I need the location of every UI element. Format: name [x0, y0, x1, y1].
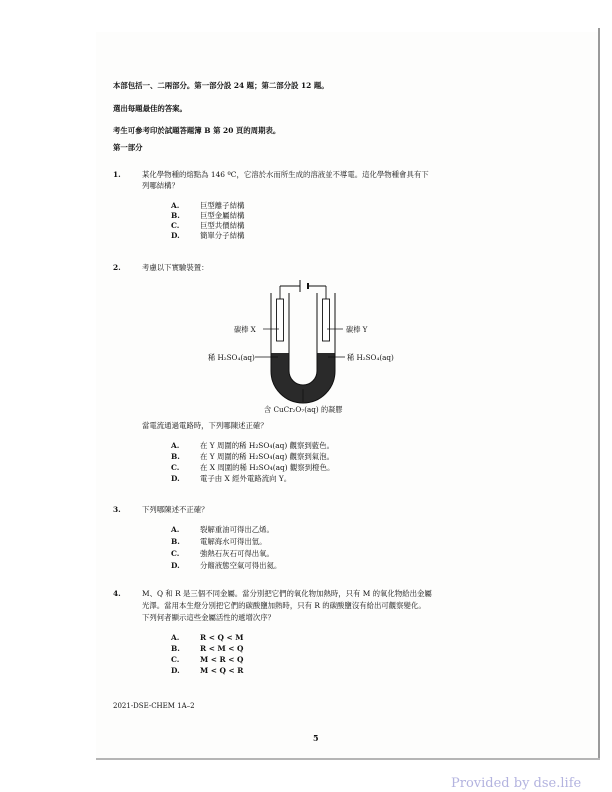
label-carbon-rod-x: 碳棒 X: [234, 325, 256, 334]
label-carbon-rod-y: 碳棒 Y: [346, 325, 368, 334]
paper-code: 2021-DSE-CHEM 1A–2: [113, 702, 195, 710]
question-1-stem-line-2: 列哪結構？: [142, 181, 179, 190]
u-tube-inner-wall: [289, 293, 317, 385]
question-2-option-b: B. 在 Y 周圍的稀 H₂SO₄(aq) 觀察到氣泡。: [171, 452, 334, 461]
page-edge-right: [598, 28, 600, 760]
section-heading: 第一部分: [113, 143, 143, 152]
question-3-option-d: D. 分餾液態空氣可得出氦。: [171, 561, 282, 570]
page-number: 5: [313, 733, 319, 743]
question-2-option-c: C. 在 X 周圍的稀 H₂SO₄(aq) 觀察到橙色。: [171, 463, 335, 472]
question-2-prompt: 當電流通過電路時，下列哪陳述正確？: [142, 421, 268, 430]
question-2-number: 2.: [113, 263, 121, 272]
carbon-rod-x: [277, 299, 284, 341]
intro-line-3: 考生可參考印於試題答題簿 B 第 20 頁的周期表。: [113, 126, 281, 135]
question-3-option-a: A. 裂解重油可得出乙烯。: [171, 525, 274, 534]
question-2-stem: 考慮以下實驗裝置：: [142, 263, 209, 272]
question-1-stem-line-1: 某化學物種的熔點為 146 ºC，它溶於水而所生成的溶液並不導電。這化學物種會具有下: [142, 170, 429, 179]
electrolysis-apparatus-diagram: [200, 275, 410, 420]
question-4-stem-line-1: M、Q 和 R 是三個不同金屬。當分別把它們的氧化物加熱時，只有 M 的氧化物給出金屬: [142, 589, 432, 598]
question-1-option-c: C. 巨型共價結構: [171, 221, 245, 230]
question-1-number: 1.: [113, 170, 121, 179]
question-4-option-c: C. M < R < Q: [171, 655, 244, 664]
question-1-option-d: D. 簡單分子結構: [171, 231, 245, 240]
question-3-option-c: C. 強熱石灰石可得出氧。: [171, 549, 274, 558]
question-2-option-d: D. 電子由 X 經外電路流向 Y。: [171, 474, 292, 483]
question-3-option-b: B. 電解海水可得出氫。: [171, 537, 267, 546]
label-acid-right: 稀 H₂SO₄(aq): [347, 353, 394, 362]
carbon-rod-y: [323, 299, 330, 341]
question-3-number: 3.: [113, 505, 121, 514]
question-2-option-a: A. 在 Y 周圍的稀 H₂SO₄(aq) 觀察到藍色。: [171, 441, 334, 450]
intro-line-1: 本部包括一、二兩部分。第一部分設 24 題；第二部分設 12 題。: [113, 81, 329, 90]
question-1-option-a: A. 巨型離子結構: [171, 201, 245, 210]
question-3-stem: 下列哪陳述不正確？: [142, 505, 209, 514]
question-4-number: 4.: [113, 589, 121, 598]
question-4-stem-line-3: 下列何者顯示這些金屬活性的遞增次序？: [142, 613, 276, 622]
question-4-option-d: D. M < Q < R: [171, 666, 244, 675]
label-gel: 含 CuCr₂O₇(aq) 的凝膠: [264, 405, 343, 414]
page-edge-bottom: [96, 758, 600, 760]
question-4-stem-line-2: 光澤。當用本生燈分別把它們的碳酸鹽加熱時，只有 R 的碳酸鹽沒有給出可觀察變化。: [142, 601, 426, 610]
intro-line-2: 選出每題最佳的答案。: [113, 104, 187, 113]
watermark-link[interactable]: Provided by dse.life: [451, 776, 582, 791]
question-4-option-b: B. R < M < Q: [171, 644, 244, 653]
question-1-option-b: B. 巨型金屬結構: [171, 211, 245, 220]
label-acid-left: 稀 H₂SO₄(aq): [208, 353, 255, 362]
question-4-option-a: A. R < Q < M: [171, 633, 244, 642]
